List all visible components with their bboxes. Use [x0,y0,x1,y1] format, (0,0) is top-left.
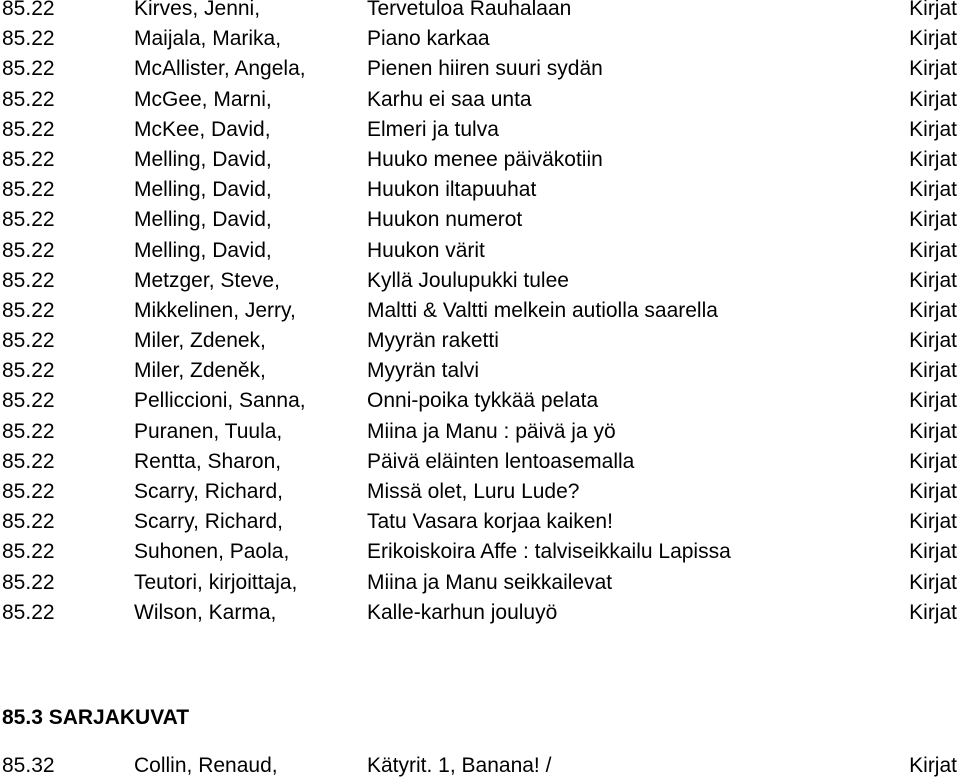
material-type: Kirjat [909,147,957,171]
author-name: Wilson, Karma, [134,600,277,624]
catalog-row [0,598,960,628]
book-title: Maltti & Valtti melkein autiolla saarella [367,298,718,322]
author-name: Rentta, Sharon, [134,449,282,473]
catalog-row [0,85,960,115]
author-name: Collin, Renaud, [134,754,278,777]
author-name: Miler, Zdeněk, [134,359,266,383]
material-type: Kirjat [909,600,957,624]
catalog-row [0,115,960,145]
material-type: Kirjat [909,389,957,413]
author-name: Pelliccioni, Sanna, [134,389,306,413]
material-type: Kirjat [909,0,957,20]
book-title: Elmeri ja tulva [367,117,499,141]
author-name: McGee, Marni, [134,87,272,111]
material-type: Kirjat [909,57,957,81]
classification-code: 85.22 [2,540,55,564]
book-title: Kalle-karhun jouluyö [367,600,558,624]
author-name: Kirves, Jenni, [134,0,261,20]
material-type: Kirjat [909,359,957,383]
catalog-row [0,507,960,537]
classification-code: 85.22 [2,27,55,51]
catalog-row [0,24,960,54]
material-type: Kirjat [909,87,957,111]
classification-code: 85.22 [2,178,55,202]
catalog-row [0,236,960,266]
material-type: Kirjat [909,540,957,564]
book-title: Onni-poika tykkää pelata [367,389,599,413]
classification-code: 85.22 [2,419,55,443]
catalog-row [0,0,960,24]
classification-code: 85.22 [2,147,55,171]
book-title: Tervetuloa Rauhalaan [367,0,572,20]
author-name: Teutori, kirjoittaja, [134,570,298,594]
book-title: Kätyrit. 1, Banana! / [367,754,552,777]
material-type: Kirjat [909,178,957,202]
catalog-row [0,447,960,477]
author-name: Puranen, Tuula, [134,419,283,443]
material-type: Kirjat [909,419,957,443]
book-title: Kyllä Joulupukki tulee [367,268,569,292]
catalog-row [0,145,960,175]
classification-code: 85.22 [2,87,55,111]
catalog-row [0,356,960,386]
section-list [0,751,960,781]
classification-code: 85.22 [2,57,55,81]
catalog-row [0,386,960,416]
catalog-row [0,54,960,84]
material-type: Kirjat [909,208,957,232]
author-name: Suhonen, Paola, [134,540,290,564]
material-type: Kirjat [909,570,957,594]
book-title: Huukon värit [367,238,485,262]
author-name: Scarry, Richard, [134,510,283,534]
author-name: Melling, David, [134,238,272,262]
book-title: Piano karkaa [367,27,490,51]
material-type: Kirjat [909,329,957,353]
catalog-row [0,477,960,507]
classification-code: 85.22 [2,268,55,292]
catalog-row [0,205,960,235]
material-type: Kirjat [909,510,957,534]
classification-code: 85.22 [2,0,55,20]
author-name: Melling, David, [134,178,272,202]
classification-code: 85.22 [2,449,55,473]
book-title: Erikoiskoira Affe : talviseikkailu Lapissa [367,540,731,564]
catalog-row [0,417,960,447]
material-type: Kirjat [909,298,957,322]
book-title: Miina ja Manu seikkailevat [367,570,613,594]
author-name: McKee, David, [134,117,271,141]
author-name: McAllister, Angela, [134,57,306,81]
material-type: Kirjat [909,238,957,262]
classification-code: 85.22 [2,570,55,594]
book-title: Huuko menee päiväkotiin [367,147,603,171]
material-type: Kirjat [909,27,957,51]
classification-code: 85.32 [2,754,55,777]
author-name: Miler, Zdenek, [134,329,266,353]
material-type: Kirjat [909,754,957,777]
section-heading: 85.3 SARJAKUVAT [2,706,190,729]
classification-code: 85.22 [2,600,55,624]
book-title: Myyrän raketti [367,329,499,353]
book-title: Karhu ei saa unta [367,87,532,111]
classification-code: 85.22 [2,389,55,413]
book-title: Tatu Vasara korjaa kaiken! [367,510,613,534]
material-type: Kirjat [909,480,957,503]
classification-code: 85.22 [2,510,55,534]
catalog-row [0,266,960,296]
catalog-row [0,175,960,205]
material-type: Kirjat [909,268,957,292]
material-type: Kirjat [909,449,957,473]
catalog-row [0,537,960,567]
classification-code: 85.22 [2,329,55,353]
author-name: Metzger, Steve, [134,268,280,292]
catalog-row [0,326,960,356]
book-title: Pienen hiiren suuri sydän [367,57,603,81]
book-title: Myyrän talvi [367,359,480,383]
author-name: Melling, David, [134,147,272,171]
classification-code: 85.22 [2,359,55,383]
author-name: Scarry, Richard, [134,480,283,503]
catalog-row [0,751,960,781]
classification-code: 85.22 [2,208,55,232]
book-title: Päivä eläinten lentoasemalla [367,449,635,473]
book-title: Missä olet, Luru Lude? [367,480,580,503]
book-title: Huukon iltapuuhat [367,178,537,202]
material-type: Kirjat [909,117,957,141]
classification-code: 85.22 [2,480,55,503]
author-name: Maijala, Marika, [134,27,282,51]
book-title: Miina ja Manu : päivä ja yö [367,419,616,443]
author-name: Mikkelinen, Jerry, [134,298,296,322]
book-title: Huukon numerot [367,208,523,232]
catalog-row [0,568,960,598]
author-name: Melling, David, [134,208,272,232]
catalog-row [0,296,960,326]
classification-code: 85.22 [2,298,55,322]
classification-code: 85.22 [2,238,55,262]
classification-code: 85.22 [2,117,55,141]
